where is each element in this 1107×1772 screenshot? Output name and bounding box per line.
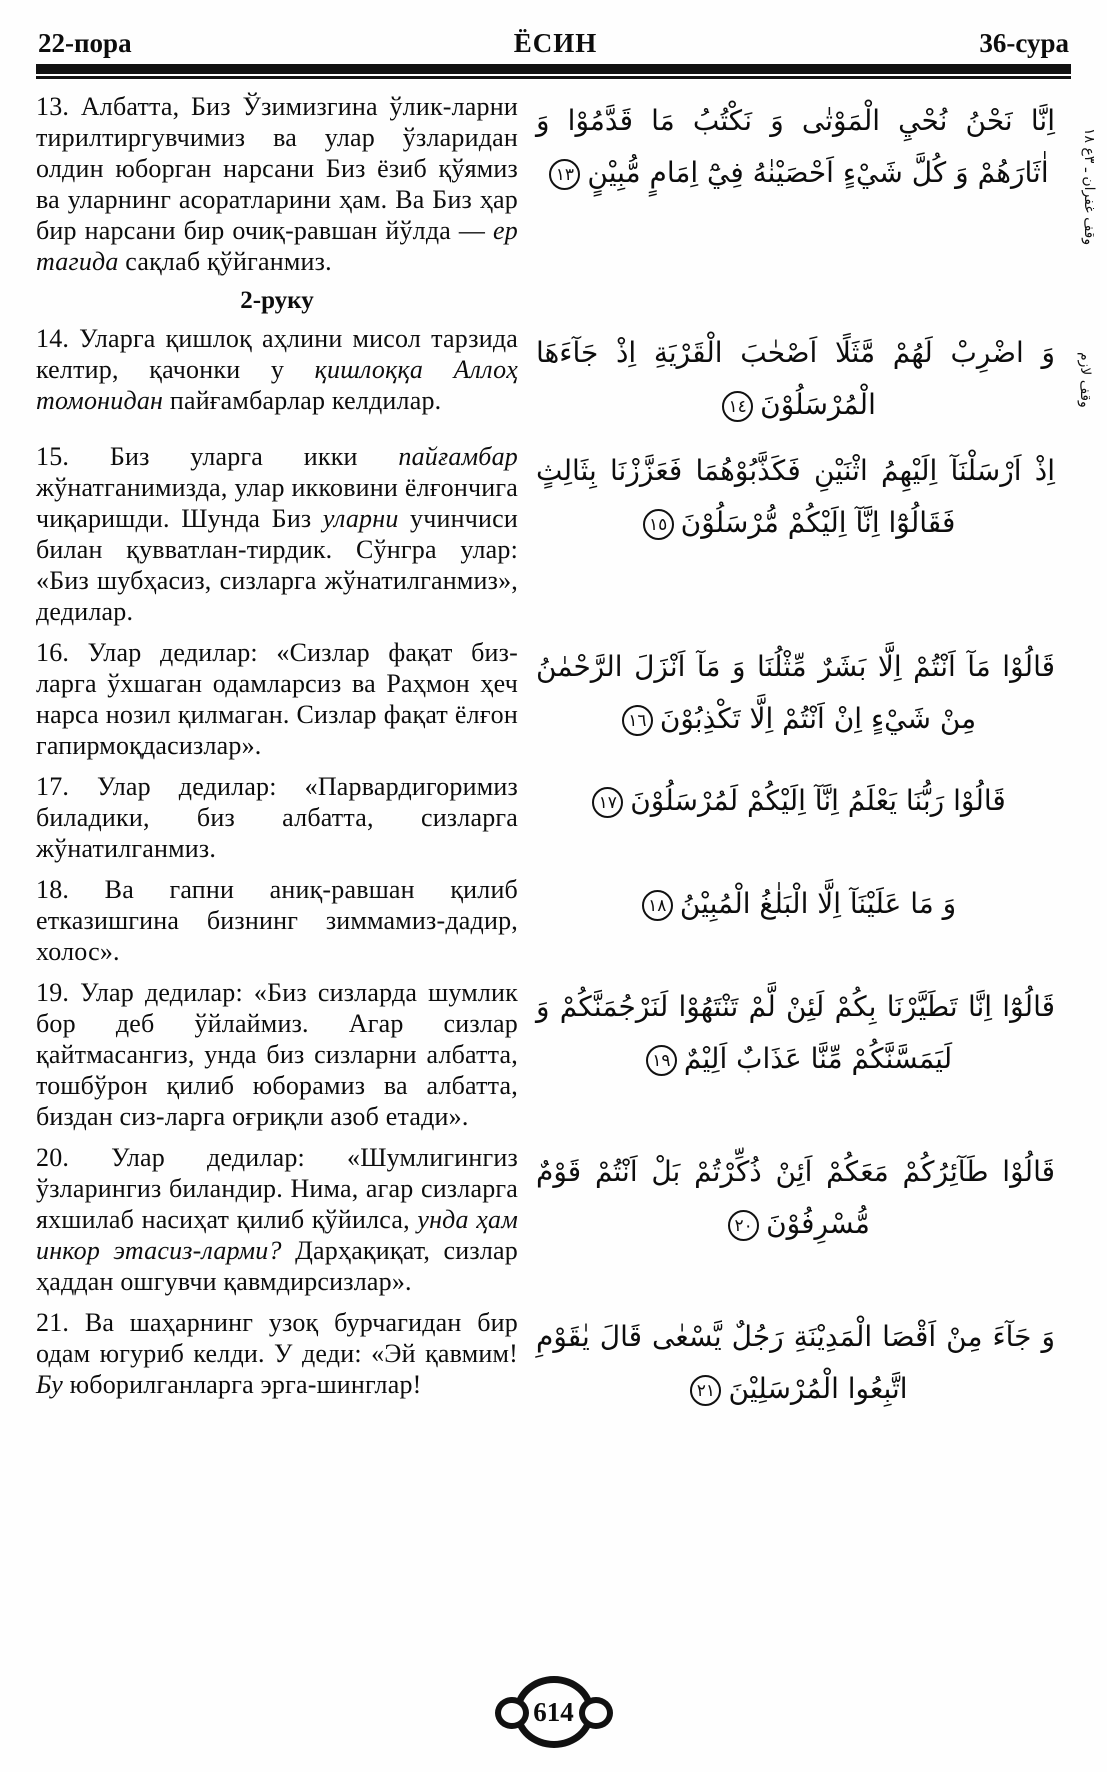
verse-number: 18. [36,875,105,904]
ayah-end-marker: ١٩ [646,1045,677,1076]
ayah-end-marker: ١٤ [722,391,753,422]
verse-translation [36,771,518,864]
margin-note-waqf-ghufran: وقف غفران ـ ٣ع ١٨ [1081,128,1097,246]
ayah-end-marker: ٢١ [690,1375,721,1406]
verse-number: 16. [36,638,88,667]
arabic-text: وَ اضْرِبْ لَهُمْ مَّثَلًا اَصْحٰبَ الْقَرْيَةِ اِذْ جَآءَهَا الْمُرْسَلُوْنَ [536,336,1055,421]
verse-translation [36,874,518,967]
translation-segment: Албатта, Биз Ўзимизгина ўлик-ларни тирилтиргувчимиз ва улар ўзларидан олдин юборган нарсани Биз ёзиб қўямиз ва уларнинг асоратларини ҳам. Ва Биз ҳар бир нарсани бир очиқ-равшан йўлда — [36,92,518,245]
verse-arabic [518,637,1061,745]
translation-segment: Биз уларга икки [109,442,399,471]
ruku-section-heading: 2-руку [240,287,314,314]
verse-arabic [518,771,1061,827]
arabic-text: اِذْ اَرْسَلْنَآ اِلَيْهِمُ اثْنَيْنِ فَكَذَّبُوْهُمَا فَعَزَّزْنَا بِثَالِثٍ فَقَالُوْٓا اِنَّآ اِلَيْكُمْ مُّرْسَلُوْنَ [536,454,1055,539]
translation-segment: Ва шаҳарнинг узоқ бурчагидан бир одам югуриб келди. У деди: «Эй қавмим! [36,1308,518,1368]
verse-row [36,771,1061,864]
verse-arabic [518,441,1061,549]
verse-arabic [518,977,1061,1085]
verse-row [36,1307,1061,1415]
translation-segment: ер тагида [36,216,518,276]
arabic-text: وَ مَا عَلَيْنَآ اِلَّا الْبَلٰغُ الْمُبِيْنُ [679,887,957,920]
ayah-end-marker: ١٨ [642,890,673,921]
verse-arabic [518,1142,1061,1250]
verse-number: 13. [36,92,81,121]
translation-segment: Дарҳақиқат, сизлар ҳаддан ошгувчи қавмдирсизлар». [36,1236,518,1296]
translation-segment: Улар дедилар: «Шумлигингиз ўзларингиз биландир. Нима, агар сизларга яхшилаб насиҳат қилиб қўйилса, [36,1143,518,1234]
ayah-end-marker: ١٦ [622,705,653,736]
translation-segment: учинчиси билан қувватлан-тирдик. Сўнгра улар: «Биз шубҳасиз, сизларга жўнатилганмиз», дедилар. [36,504,518,626]
verse-number: 17. [36,772,98,801]
translation-segment: жўнатганимизда, улар икковини ёлғончига чиқаришди. Шунда Биз [36,473,518,533]
verse-row [36,874,1061,967]
translation-segment: Уларга қишлоқ аҳлини мисол тарзида келтир, қачонки у [36,324,518,384]
translation-segment: уларни [322,504,399,533]
translation-segment: пайғамбар [398,442,518,471]
arabic-text: قَالُوْا رَبُّنَا يَعْلَمُ اِنَّآ اِلَيْكُمْ لَمُرْسَلُوْنَ [630,784,1006,817]
arabic-text: اِنَّا نَحْنُ نُحْيِ الْمَوْتٰى وَ نَكْتُبُ مَا قَدَّمُوْا وَ اٰثَارَهُمْ وَ كُلَّ شَيْءٍ اَحْصَيْنٰهُ فِيْٓ اِمَامٍ مُّبِيْنٍ [536,104,1055,189]
verse-translation [36,1307,518,1400]
arabic-text: قَالُوْٓا اِنَّا تَطَيَّرْنَا بِكُمْ لَئِنْ لَّمْ تَنْتَهُوْا لَنَرْجُمَنَّكُمْ وَ لَيَمَسَّنَّكُمْ مِّنَّا عَذَابٌ اَلِيْمٌ [536,990,1055,1075]
verse-row [36,1142,1061,1297]
translation-segment: қишлоққа Аллоҳ томонидан [36,355,519,415]
verses-container [0,79,1107,1415]
verse-arabic [518,91,1061,199]
verse-translation [36,977,518,1132]
arabic-text: وَ جَآءَ مِنْ اَقْصَا الْمَدِيْنَةِ رَجُلٌ يَّسْعٰى قَالَ يٰقَوْمِ اتَّبِعُوا الْمُرْسَلِيْنَ [536,1320,1055,1405]
verse-arabic [518,1307,1061,1415]
verse-row [36,323,1061,431]
verse-translation [36,637,518,761]
verse-row [36,91,1061,277]
ayah-end-marker: ١٧ [592,787,623,818]
ayah-end-marker: ١٥ [643,509,674,540]
verse-number: 20. [36,1143,112,1172]
verse-translation [36,1142,518,1297]
arabic-text: قَالُوْا مَآ اَنْتُمْ اِلَّا بَشَرٌ مِّثْلُنَا وَ مَآ اَنْزَلَ الرَّحْمٰنُ مِنْ شَيْءٍ اِنْ اَنْتُمْ اِلَّا تَكْذِبُوْنَ [536,650,1055,735]
verse-number: 14. [36,324,80,353]
translation-segment: пайғамбарлар келдилар. [163,386,442,415]
verse-row [36,637,1061,761]
ayah-end-marker: ٢٠ [728,1210,759,1241]
verse-row [36,441,1061,627]
surah-number-label: 36-сура [979,28,1069,58]
translation-segment: Бу [36,1370,63,1399]
ayah-end-marker: ١٣ [549,159,580,190]
verse-number: 21. [36,1308,85,1337]
juz-label: 22-пора [38,28,132,58]
translation-segment: сақлаб қўйганмиз. [118,247,332,276]
verse-row [36,977,1061,1132]
verse-translation [36,91,518,277]
arabic-text: قَالُوْا طَآئِرُكُمْ مَعَكُمْ اَئِنْ ذُكِّرْتُمْ بَلْ اَنْتُمْ قَوْمٌ مُّسْرِفُوْنَ [536,1155,1055,1240]
header-rule [36,64,1071,79]
translation-segment: юборилганларга эрга-шинглар! [62,1370,422,1399]
page-header [0,0,1107,61]
translation-segment: Ва гапни аниқ-равшан қилиб етказишгина бизнинг зиммамиз-дадир, холос». [36,875,518,966]
verse-number: 19. [36,978,81,1007]
translation-segment: унда ҳам инкор этасиз-ларми? [36,1205,518,1265]
translation-segment: Улар дедилар: «Парвардигоримиз биладики, биз албатта, сизларга жўнатилганмиз. [36,772,518,863]
verse-number: 15. [36,442,110,471]
verse-arabic [518,323,1061,431]
verse-translation [36,441,518,627]
translation-segment: Улар дедилар: «Сизлар фақат биз-ларга ўхшаган одамларсиз ва Раҳмон ҳеч нарса нозил қилмаган. Сизлар фақат ёлғон гапирмоқдасизлар». [36,638,518,760]
margin-note-waqf-lazim: وقف لازم [1077,352,1093,408]
verse-translation [36,323,518,416]
page-number: 614 [533,1696,574,1727]
surah-title: ЁСИН [513,28,598,58]
page-number-badge [514,1676,594,1748]
verse-arabic [518,874,1061,930]
translation-segment: Улар дедилар: «Биз сизларда шумлик бор деб ўйлаймиз. Агар сизлар қайтмасангиз, унда биз сизларни албатта, тошбўрон қилиб юборамиз ва албатта, биздан сиз-ларга оғриқли азоб етади». [36,978,518,1131]
